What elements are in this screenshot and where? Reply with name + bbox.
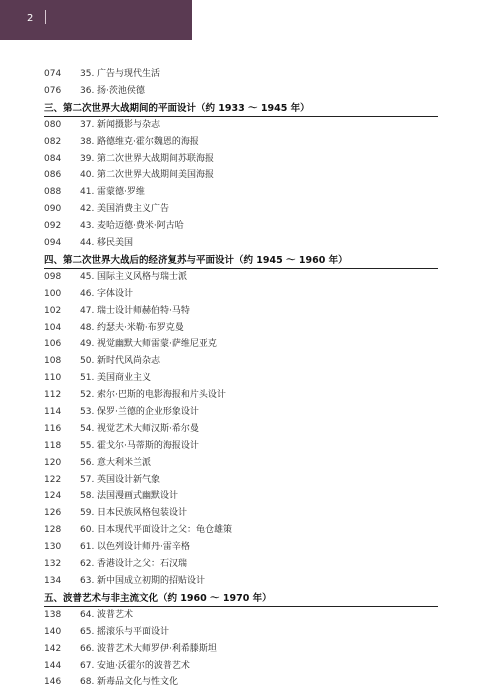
toc-entry[interactable]	[0, 184, 500, 201]
entry-page-number: 122	[44, 474, 62, 485]
entry-page-number: 144	[44, 660, 62, 671]
entry-index: 36.	[80, 85, 95, 96]
toc-entry[interactable]	[0, 505, 500, 522]
entry-title: 波普艺术	[97, 609, 134, 620]
entry-index: 41.	[80, 187, 95, 198]
entry-index: 43.	[80, 221, 95, 232]
entry-page-number: 110	[44, 373, 62, 384]
entry-index: 61.	[80, 542, 95, 553]
toc-entry[interactable]	[0, 286, 500, 303]
toc-entry[interactable]	[0, 201, 500, 218]
entry-title: 保罗·兰德的企业形象设计	[97, 407, 199, 418]
entry-title: 移民美国	[97, 238, 134, 249]
entry-title: 香港设计之父：石汉瑞	[97, 559, 188, 570]
entry-index: 62.	[80, 559, 95, 570]
toc-entry[interactable]	[0, 353, 500, 370]
entry-index: 48.	[80, 322, 95, 333]
entry-title: 波普艺术大师罗伊·利希滕斯坦	[97, 643, 217, 654]
entry-page-number: 132	[44, 559, 62, 570]
toc-entry[interactable]	[0, 235, 500, 252]
entry-title: 摇滚乐与平面设计	[97, 626, 170, 637]
entry-page-number: 074	[44, 69, 62, 79]
toc-entry[interactable]	[0, 303, 500, 320]
entry-index: 40.	[80, 170, 95, 181]
entry-index: 47.	[80, 305, 95, 316]
toc-entry[interactable]	[0, 404, 500, 421]
entry-page-number: 088	[44, 187, 62, 198]
entry-page-number: 084	[44, 153, 62, 164]
entry-title: 视觉幽默大师雷蒙·萨维尼亚克	[97, 339, 217, 350]
entry-title: 国际主义风格与瑞士派	[97, 271, 188, 282]
header-divider	[45, 10, 46, 24]
entry-page-number: 108	[44, 356, 62, 367]
toc-entry[interactable]	[0, 83, 500, 100]
entry-title: 路德维克·霍尔魏恩的海报	[97, 136, 199, 147]
entry-index: 68.	[80, 677, 95, 688]
entry-index: 49.	[80, 339, 95, 350]
entry-page-number: 104	[44, 322, 62, 333]
entry-title: 意大利米兰派	[97, 457, 152, 468]
toc-entry[interactable]	[0, 472, 500, 489]
entry-index: 63.	[80, 575, 95, 586]
toc-entry[interactable]	[0, 370, 500, 387]
entry-title: 雷蒙德·罗维	[97, 187, 145, 198]
entry-page-number: 140	[44, 626, 62, 637]
toc-entry[interactable]	[0, 320, 500, 337]
toc-entry[interactable]	[0, 539, 500, 556]
entry-page-number: 076	[44, 85, 62, 96]
entry-title: 广告与现代生活	[97, 69, 161, 79]
entry-title: 瑞士设计师赫伯特·马特	[97, 305, 190, 316]
toc-entry[interactable]	[0, 488, 500, 505]
toc-entry[interactable]	[0, 117, 500, 134]
toc-entry[interactable]	[0, 624, 500, 641]
entry-index: 44.	[80, 238, 95, 249]
entry-title: 索尔·巴斯的电影海报和片头设计	[97, 390, 226, 401]
entry-title: 以色列设计师丹·雷辛格	[97, 542, 190, 553]
entry-index: 37.	[80, 119, 95, 130]
section-heading-text: 三、第二次世界大战期间的平面设计（约 1933 ～ 1945 年）	[44, 102, 310, 114]
entry-index: 50.	[80, 356, 95, 367]
entry-title: 第二次世界大战期间美国海报	[97, 170, 215, 181]
entry-index: 57.	[80, 474, 95, 485]
entry-page-number: 120	[44, 457, 62, 468]
entry-index: 52.	[80, 390, 95, 401]
entry-page-number: 086	[44, 170, 62, 181]
entry-page-number: 126	[44, 508, 62, 519]
entry-title: 法国漫画式幽默设计	[97, 491, 179, 502]
entry-title: 日本民族风格包装设计	[97, 508, 188, 519]
toc-entry[interactable]	[0, 674, 500, 691]
entry-title: 霍戈尔·马蒂斯的海报设计	[97, 440, 199, 451]
toc-entry[interactable]	[0, 522, 500, 539]
entry-title: 约瑟夫·米勒·布罗克曼	[97, 322, 184, 333]
entry-page-number: 134	[44, 575, 62, 586]
entry-page-number: 080	[44, 119, 62, 130]
toc-entry[interactable]	[0, 573, 500, 590]
entry-index: 53.	[80, 407, 95, 418]
entry-page-number: 106	[44, 339, 62, 350]
entry-page-number: 092	[44, 221, 62, 232]
entry-index: 64.	[80, 609, 95, 620]
entry-index: 42.	[80, 204, 95, 215]
entry-title: 美国消费主义广告	[97, 204, 170, 215]
entry-index: 51.	[80, 373, 95, 384]
section-heading	[0, 252, 500, 269]
entry-title: 新闻摄影与杂志	[97, 119, 161, 130]
toc-entry[interactable]	[0, 167, 500, 184]
toc-entry[interactable]	[0, 66, 500, 83]
entry-index: 46.	[80, 288, 95, 299]
toc-entry[interactable]	[0, 607, 500, 624]
entry-page-number: 124	[44, 491, 62, 502]
entry-index: 55.	[80, 440, 95, 451]
entry-page-number: 082	[44, 136, 62, 147]
section-heading-text: 四、第二次世界大战后的经济复苏与平面设计（约 1945 ～ 1960 年）	[44, 254, 348, 266]
entry-title: 新时代风尚杂志	[97, 356, 161, 367]
section-heading	[0, 100, 500, 117]
entry-title: 视觉艺术大师汉斯·希尔曼	[97, 423, 199, 434]
entry-title: 字体设计	[97, 288, 134, 299]
entry-page-number: 130	[44, 542, 62, 553]
toc-entry[interactable]	[0, 218, 500, 235]
section-heading-text: 五、波普艺术与非主流文化（约 1960 ～ 1970 年）	[44, 592, 272, 604]
entry-page-number: 114	[44, 407, 62, 418]
section-heading	[0, 590, 500, 607]
entry-title: 新中国成立初期的招贴设计	[97, 575, 206, 586]
entry-page-number: 138	[44, 609, 62, 620]
toc-entry[interactable]	[0, 269, 500, 286]
table-of-contents	[0, 66, 500, 691]
entry-page-number: 146	[44, 677, 62, 688]
header-light-block	[192, 0, 500, 40]
entry-title: 美国商业主义	[97, 373, 152, 384]
entry-page-number: 102	[44, 305, 62, 316]
toc-entry[interactable]	[0, 658, 500, 675]
entry-title: 安迪·沃霍尔的波普艺术	[97, 660, 190, 671]
entry-index: 45.	[80, 271, 95, 282]
entry-index: 66.	[80, 643, 95, 654]
entry-page-number: 090	[44, 204, 62, 215]
entry-title: 第二次世界大战期间苏联海报	[97, 153, 215, 164]
toc-entry[interactable]	[0, 641, 500, 658]
page-number: 2	[27, 13, 34, 24]
entry-index: 59.	[80, 508, 95, 519]
entry-page-number: 100	[44, 288, 62, 299]
entry-index: 35.	[80, 69, 95, 79]
entry-index: 67.	[80, 660, 95, 671]
entry-index: 39.	[80, 153, 95, 164]
entry-index: 65.	[80, 626, 95, 637]
entry-page-number: 094	[44, 238, 62, 249]
toc-entry[interactable]	[0, 438, 500, 455]
entry-index: 60.	[80, 525, 95, 536]
entry-page-number: 112	[44, 390, 62, 401]
toc-entry[interactable]	[0, 134, 500, 151]
entry-title: 新毒品文化与性文化	[97, 677, 179, 688]
entry-page-number: 142	[44, 643, 62, 654]
toc-entry[interactable]	[0, 151, 500, 168]
entry-page-number: 128	[44, 525, 62, 536]
toc-entry[interactable]	[0, 556, 500, 573]
entry-index: 54.	[80, 423, 95, 434]
toc-entry[interactable]	[0, 336, 500, 353]
entry-title: 英国设计新气象	[97, 474, 161, 485]
toc-entry[interactable]	[0, 387, 500, 404]
entry-index: 38.	[80, 136, 95, 147]
entry-index: 56.	[80, 457, 95, 468]
toc-entry[interactable]	[0, 455, 500, 472]
entry-index: 58.	[80, 491, 95, 502]
entry-page-number: 116	[44, 423, 62, 434]
toc-entry[interactable]	[0, 421, 500, 438]
entry-title: 扬·茨池侯德	[97, 85, 145, 96]
entry-page-number: 098	[44, 271, 62, 282]
entry-page-number: 118	[44, 440, 62, 451]
entry-title: 日本现代平面设计之父：龟仓雄策	[97, 525, 233, 536]
entry-title: 麦哈迈德·费米·阿古哈	[97, 221, 184, 232]
